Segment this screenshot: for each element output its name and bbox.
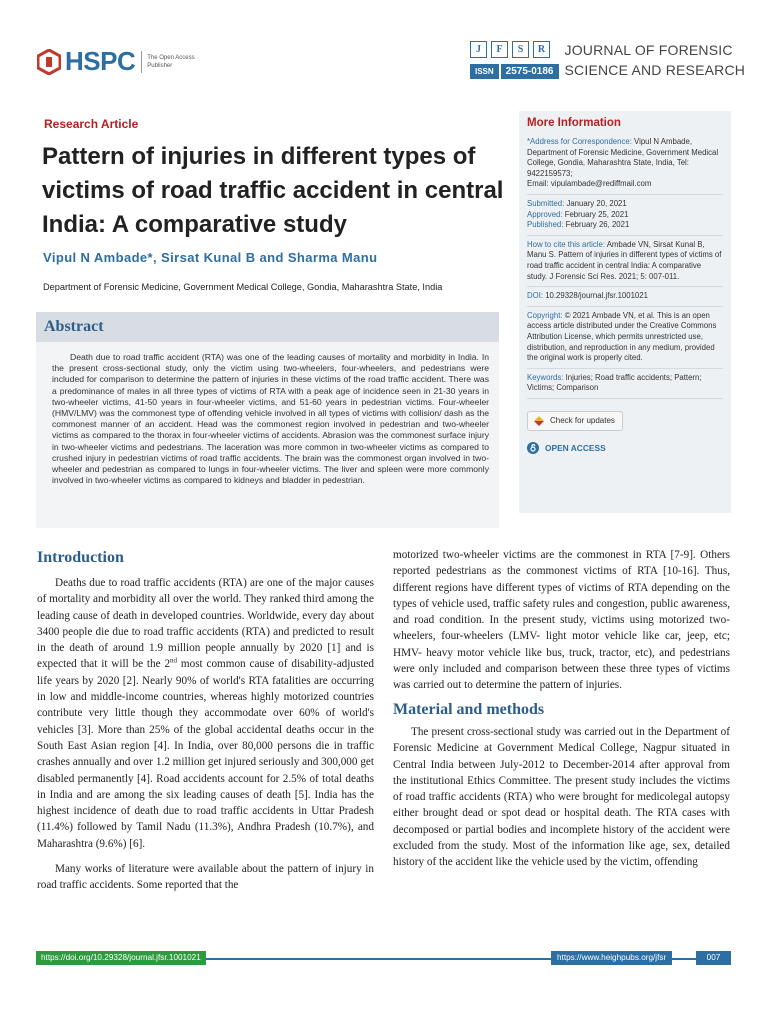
introduction-continued-paragraph: motorized two-wheeler victims are the commonest in RTA [7-9]. Others reported pedestrians as the commonest victims of RTA [10-16]. Thus, different regions have different types of victims of RTA depending on the types of vehicle used, traffic safety rules and congestion, public awareness, and road condition. In the present study, victims using motorized two-wheelers, four-wheelers (LMV- light motor vehicle like car, jeep, etc; HMV- heavy motor vehicle like bus, truck, tractor, etc), and pedestrians were only included and comparison between these three types of victims was carried out to determine the pattern of injuries. — [393, 549, 730, 692]
journal-name-line2: SCIENCE AND RESEARCH — [564, 62, 746, 78]
publisher-name: HSPC — [65, 46, 136, 76]
introduction-paragraph-1 — [37, 575, 374, 852]
check-for-updates-button[interactable] — [527, 411, 623, 431]
abstract-text: Death due to road traffic accident (RTA) was one of the leading causes of mortality and morbidity in India. In the present cross-sectional study, only the victim using two-wheelers, four-wheelers, and pedestrians were included for comparison to determine the pattern of injuries in these victims of the road traffic accident. There was a predominance of males in all three types of victims of RTA with a peak age of incidence seen in 21-30 years in two-wheeler victims, 41-50 years in four-wheeler victims, and 51-60 years in pedestrian victims. Four-wheeler (HMV/LMV) was the commonest type of offending vehicle involved in all types of victims with collision/ dash as the commonest manner of an accident. Head was the commonest region involved in pedestrian and two-wheeler victims as compared to the thorax in four-wheeler victims of accidents. Abrasion was the commonest surface injury in two-wheeler victims and pedestrians. The laceration was more common in two-wheeler victims as compared to crushed injury in pedestrian victims of road traffic accidents. The brain was the commonest organ involved in two-wheeler and pedestrian as compared to lungs in four-wheeler victims. The liver and spleen were more commonly involved in two-wheeler victims as compared to kidneys and bladder in pedestrian. — [52, 352, 489, 486]
crossmark-icon — [532, 414, 546, 428]
keywords-block — [527, 373, 723, 399]
page-footer — [36, 951, 731, 966]
citation-block — [527, 240, 723, 287]
logo-divider — [141, 51, 142, 73]
correspondence-label: *Address for Correspondence: — [527, 137, 632, 146]
approved-date: February 25, 2021 — [562, 209, 629, 219]
footer-site-link[interactable]: https://www.heighpubs.org/jfsr — [551, 951, 672, 965]
intro-text-part1: Deaths due to road traffic accidents (RTA) are one of the major causes of mortality and morbidity all over the world. They ranked third among the leading cause of death in developed countries. Worldwide, every day about 3400 people die due to road traffic accidents (RTA) and predicted to result in the death of around 1.9 million people annually by 2020 [1] and is expected that it will be the 2 — [37, 577, 374, 671]
page-number: 007 — [696, 951, 731, 965]
author-affiliation: Department of Forensic Medicine, Government Medical College, Gondia, Maharashtra State, India — [43, 282, 443, 292]
footer-doi-link[interactable]: https://doi.org/10.29328/journal.jfsr.1001021 — [36, 951, 206, 965]
journal-name-line1: JOURNAL OF FORENSIC — [564, 42, 733, 58]
intro-text-part2: most common cause of disability-adjusted life years by 2020 [2]. Nearly 90% of world's RTA fatalities are occurring in low and middle-income countries, whereas highly motorized countries contribute very little though they accommodate over 60% of world's vehicles [3]. More than 25% of the global accidental deaths occur in the South East Asian region [4]. In India, over 80,000 persons die in traffic crashes annually and over 1.2 million get injured seriously and 300,000 get disabled permanently [4]. Road accidents account for 2.5% of total deaths in India and are among the six leading causes of death [5]. India has the highest incidence of death due to road traffic accidents in Uttar Pradesh (11.4%) followed by Tamil Nadu (11.3%), Andhra Pradesh (10.7%), and Maharashtra (9.6%) [6]. — [37, 658, 374, 850]
abstract-section — [36, 312, 499, 528]
citation-label: How to cite this article: — [527, 239, 605, 249]
introduction-heading: Introduction — [37, 549, 124, 566]
dates-block — [527, 199, 723, 236]
journal-abbreviation — [470, 41, 550, 58]
keywords-label: Keywords: — [527, 372, 564, 382]
methods-heading: Material and methods — [393, 700, 545, 718]
journal-badge — [470, 41, 559, 79]
doi-value[interactable]: 10.29328/journal.jfsr.1001021 — [543, 291, 648, 301]
check-for-updates-label: Check for updates — [550, 416, 615, 426]
copyright-text: © 2021 Ambade VN, et al. This is an open access article distributed under the Creative Commons Attribution License, which permits unrestricted use, distribution, and reproduction in any medium, provided the original work is properly cited. — [527, 310, 717, 363]
doi-block — [527, 291, 723, 307]
issn-row — [470, 64, 559, 79]
journal-letter: J — [470, 41, 487, 58]
correspondence-email[interactable]: Email: vipulambade@rediffmail.com — [527, 179, 652, 189]
journal-letter: F — [491, 41, 508, 58]
open-access-label: OPEN ACCESS — [545, 442, 606, 453]
body-right-column — [393, 547, 730, 871]
intro-superscript: nd — [170, 656, 178, 665]
issn-number: 2575-0186 — [501, 64, 559, 79]
publisher-tagline: The Open Access Publisher — [147, 54, 195, 69]
correspondence-block — [527, 137, 723, 195]
citation-text: Ambade VN, Sirsat Kunal B, Manu S. Pattern of injuries in different types of victims of road traffic accident in central India: A comparative study. J Forensic Sci Res. 2021; 5: 007-011. — [527, 239, 722, 281]
journal-letter: S — [512, 41, 529, 58]
keywords-text: Injuries; Road traffic accidents; Pattern; Victims; Comparison — [527, 372, 702, 393]
publisher-logo — [37, 46, 197, 77]
journal-masthead — [470, 40, 745, 80]
published-label: Published: — [527, 220, 564, 230]
journal-letter: R — [533, 41, 550, 58]
hspc-logo-icon — [37, 49, 61, 75]
published-date: February 26, 2021 — [563, 220, 630, 230]
issn-label: ISSN — [470, 64, 499, 79]
submitted-label: Submitted: — [527, 198, 565, 208]
abstract-heading: Abstract — [36, 312, 499, 342]
open-access-icon — [527, 442, 539, 454]
copyright-label: Copyright: — [527, 310, 563, 320]
introduction-paragraph-2: Many works of literature were available about the pattern of injury in road traffic accidents. Some reported that the — [37, 863, 374, 892]
journal-name — [565, 40, 746, 80]
copyright-block — [527, 311, 723, 369]
article-authors: Vipul N Ambade*, Sirsat Kunal B and Sharma Manu — [43, 250, 378, 265]
open-access-badge — [527, 442, 723, 454]
article-title: Pattern of injuries in different types of victims of road traffic accident in central India: A comparative study — [42, 143, 504, 238]
more-information-title: More Information — [527, 117, 621, 129]
more-information-panel — [519, 111, 731, 513]
doi-label: DOI: — [527, 291, 544, 301]
body-left-column — [37, 549, 374, 894]
methods-paragraph-1: The present cross-sectional study was carried out in the Department of Forensic Medicine at Government Medical College, Nagpur situated in Central India between July-2012 to December-2014 after approval from the institutional Ethics Committee. The present study includes the victims of road traffic accidents (RTA) who were brought for medicolegal autopsy either brought dead or spot dead or hospital death. The RTA cases with decomposed or partial bodies and incomplete history of the accident were excluded from the study. Most of the information like age, sex, detailed history of the accident like the vehicle used by the victim, offending — [393, 725, 730, 869]
article-type: Research Article — [44, 117, 139, 131]
submitted-date: January 20, 2021 — [564, 198, 627, 208]
approved-label: Approved: — [527, 209, 563, 219]
correspondence-text: Vipul N Ambade, Department of Forensic Medicine, Government Medical College, Gondia, Maharashtra State, India, Tel: 9422159573; — [527, 137, 719, 178]
